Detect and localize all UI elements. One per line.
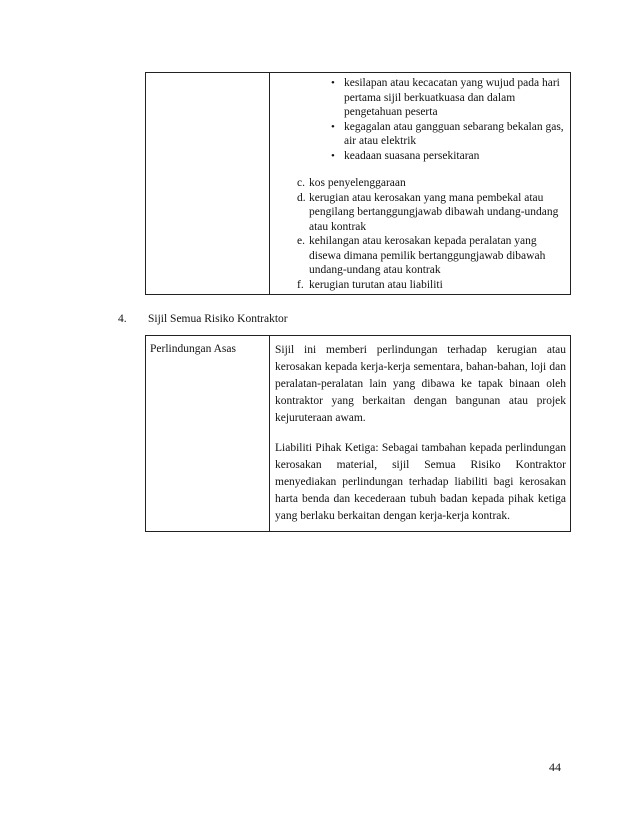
lettered-item <box>270 191 570 235</box>
page-number: 44 <box>549 760 561 774</box>
section-heading <box>118 312 288 327</box>
exclusions-lettered-list <box>270 163 570 294</box>
item-letter: c. <box>297 177 305 189</box>
coverage-table <box>145 335 571 532</box>
coverage-content-cell <box>270 336 571 532</box>
exclusions-label-cell <box>146 73 270 295</box>
item-text: kehilangan atau kerosakan kepada peralatan yang disewa dimana pemilik bertanggungjawab dibawah undang-undang atau kontrak <box>309 235 546 276</box>
item-letter: f. <box>297 278 304 291</box>
item-letter: d. <box>297 191 306 204</box>
exclusions-bullet-list <box>270 73 570 163</box>
section-title: Sijil Semua Risiko Kontraktor <box>148 313 288 325</box>
lettered-item <box>270 234 570 278</box>
lettered-item <box>270 176 570 191</box>
bullet-item: • keadaan suasana persekitaran <box>270 149 570 164</box>
coverage-label-cell: Perlindungan Asas <box>146 336 270 532</box>
section-number: 4. <box>118 313 127 325</box>
item-letter: e. <box>297 235 305 247</box>
exclusions-content-cell <box>270 73 571 295</box>
item-text: kerugian atau kerosakan yang mana pembekal atau pengilang bertanggungjawab dibawah undang-undang atau kontrak <box>309 191 559 233</box>
bullet-item: • kesilapan atau kecacatan yang wujud pada hari pertama sijil berkuatkuasa dan dalam pengetahuan peserta <box>270 76 570 120</box>
third-party-liability-paragraph: Liabiliti Pihak Ketiga: Sebagai tambahan kepada perlindungan kerosakan material, sijil Semua Risiko Kontraktor menyediakan perlindungan terhadap liabiliti bagi kerosakan harta benda dan kecederaan tubuh badan kepada pihak ketiga yang berlaku berkaitan dengan kerja-kerja kontrak. <box>275 442 566 522</box>
item-text: kerugian turutan atau liabiliti <box>309 278 443 291</box>
item-text: kos penyelenggaraan <box>309 177 406 189</box>
exclusions-table <box>145 72 571 295</box>
coverage-paragraph: Sijil ini memberi perlindungan terhadap kerugian atau kerosakan kepada kerja-kerja sementara, bahan-bahan, loji dan peralatan-peralatan lain yang dibawa ke tapak binaan oleh kontraktor yang berkaitan dengan bangunan atau projek kejuruteraan awam. <box>275 344 566 424</box>
bullet-item: • kegagalan atau gangguan sebarang bekalan gas, air atau elektrik <box>270 120 570 149</box>
lettered-item <box>270 278 570 293</box>
